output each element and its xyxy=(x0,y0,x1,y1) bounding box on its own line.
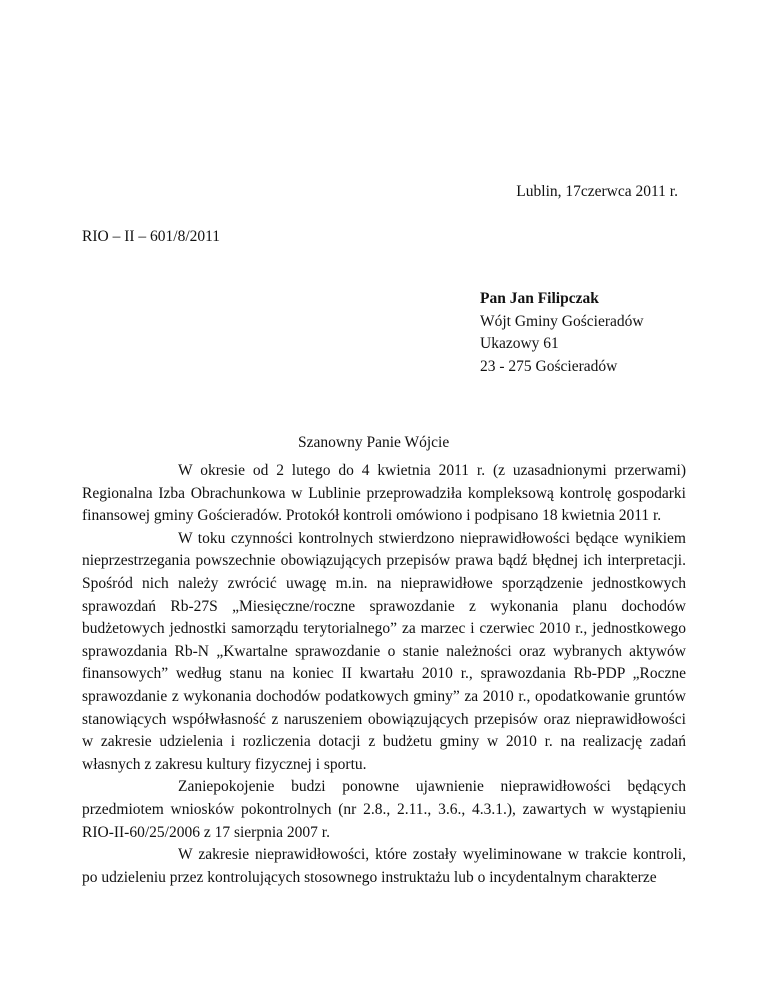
salutation: Szanowny Panie Wójcie xyxy=(298,434,450,451)
place-date: Lublin, 17czerwca 2011 r. xyxy=(516,183,678,200)
paragraph-1: W okresie od 2 lutego do 4 kwietnia 2011 r. (z uzasadnionymi przerwami) Regionalna Izba Obrachunkowa w Lublinie przeprowadziła kompleksową kontrolę gospodarki finansowej gminy Gościeradów. Protokół kontroli omówiono i podpisano 18 kwietnia 2011 r. xyxy=(82,462,686,525)
paragraph-4: W zakresie nieprawidłowości, które zostały wyeliminowane w trakcie kontroli, po udzieleniu przez kontrolujących stosownego instruktażu lub o incydentalnym charakterze xyxy=(82,846,686,886)
paragraph-3: Zaniepokojenie budzi ponowne ujawnienie nieprawidłowości będących przedmiotem wniosków pokontrolnych (nr 2.8., 2.11., 3.6., 4.3.1.), zawartych w wystąpieniu RIO-II-60/25/2006 z 17 sierpnia 2007 r. xyxy=(82,778,686,841)
letter-body xyxy=(82,460,686,889)
recipient-title: Wójt Gminy Gościeradów xyxy=(480,312,644,330)
recipient-street: Ukazowy 61 xyxy=(480,335,559,352)
recipient-address-block xyxy=(480,288,644,378)
paragraph-2: W toku czynności kontrolnych stwierdzono nieprawidłowości będące wynikiem nieprzestrzegania powszechnie obowiązujących przepisów prawa bądź błędnej ich interpretacji. Spośród nich należy zwrócić uwagę m.in. na nieprawidłowe sporządzenie jednostkowych sprawozdań Rb-27S „Miesięczne/roczne sprawozdanie z wykonania planu dochodów budżetowych jednostki samorządu terytorialnego” za marzec i czerwiec 2010 r., jednostkowego sprawozdania Rb-N „Kwartalne sprawozdanie o stanie należności oraz wybranych aktywów finansowych” według stanu na koniec II kwartału 2010 r., sprawozdania Rb-PDP „Roczne sprawozdanie z wykonania dochodów podatkowych gminy” za 2010 r., opodatkowanie gruntów stanowiących współwłasność z naruszeniem obowiązujących przepisów oraz nieprawidłowości w zakresie udzielenia i rozliczenia dotacji z budżetu gminy w 2010 r. na realizację zadań własnych z zakresu kultury fizycznej i sportu. xyxy=(82,529,686,773)
recipient-name: Pan Jan Filipczak xyxy=(480,290,599,307)
recipient-postal-city: 23 - 275 Gościeradów xyxy=(480,357,618,375)
reference-number: RIO – II – 601/8/2011 xyxy=(82,228,221,245)
